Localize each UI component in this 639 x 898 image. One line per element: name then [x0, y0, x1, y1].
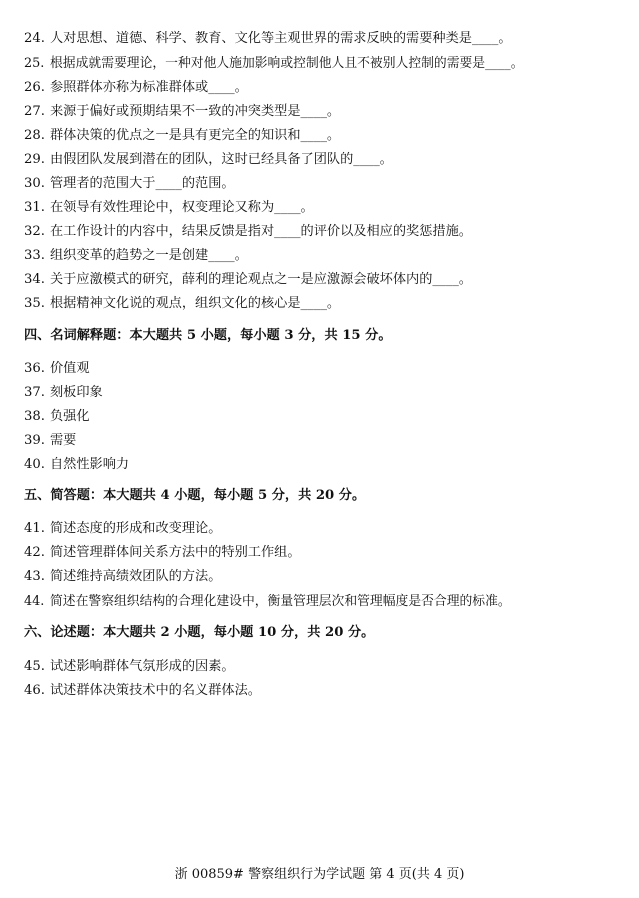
section-heading-4: 四、名词解释题：本大题共 5 小题，每小题 3 分，共 15 分。	[24, 328, 392, 343]
question-44	[24, 593, 624, 611]
question-text: 参照群体亦称为标准群体或____。	[50, 80, 248, 95]
question-text: 价值观	[50, 361, 90, 376]
question-27	[24, 103, 624, 121]
question-text: 简述在警察组织结构的合理化建设中，衡量管理层次和管理幅度是否合理的标准。	[50, 594, 511, 609]
question-28	[24, 127, 624, 145]
question-number: 39.	[24, 433, 45, 448]
question-35	[24, 295, 624, 313]
section-heading-5: 五、简答题：本大题共 4 小题，每小题 5 分，共 20 分。	[24, 488, 366, 503]
question-text: 根据精神文化说的观点，组织文化的核心是____。	[50, 296, 341, 311]
question-36	[24, 360, 624, 378]
question-text: 群体决策的优点之一是具有更完全的知识和____。	[50, 128, 341, 143]
question-25	[24, 55, 624, 73]
question-45	[24, 658, 624, 676]
question-number: 30.	[24, 176, 45, 191]
question-number: 34.	[24, 272, 45, 287]
question-number: 33.	[24, 248, 45, 263]
question-37	[24, 384, 624, 402]
question-number: 26.	[24, 80, 45, 95]
question-40	[24, 456, 624, 474]
question-41	[24, 520, 624, 538]
question-text: 在领导有效性理论中，权变理论又称为____。	[50, 200, 314, 215]
question-text: 人对思想、道德、科学、教育、文化等主观世界的需求反映的需要种类是____。	[50, 31, 512, 46]
question-text: 关于应激模式的研究，薛利的理论观点之一是应激源会破坏体内的____。	[50, 272, 472, 287]
question-text: 组织变革的趋势之一是创建____。	[50, 248, 248, 263]
question-number: 38.	[24, 409, 45, 424]
question-number: 41.	[24, 521, 45, 536]
question-text: 根据成就需要理论，一种对他人施加影响或控制他人且不被别人控制的需要是____。	[50, 56, 524, 71]
question-number: 32.	[24, 224, 45, 239]
question-number: 35.	[24, 296, 45, 311]
question-number: 46.	[24, 683, 45, 698]
page-footer: 浙 00859# 警察组织行为学试题 第 4 页(共 4 页)	[174, 867, 465, 882]
question-number: 31.	[24, 200, 45, 215]
question-24	[24, 30, 624, 48]
question-33	[24, 247, 624, 265]
question-text: 需要	[50, 433, 77, 448]
question-number: 40.	[24, 457, 45, 472]
question-30	[24, 175, 624, 193]
question-text: 试述影响群体气氛形成的因素。	[50, 659, 235, 674]
question-text: 由假团队发展到潜在的团队，这时已经具备了团队的____。	[50, 152, 393, 167]
question-text: 负强化	[50, 409, 90, 424]
section-heading-6: 六、论述题：本大题共 2 小题，每小题 10 分，共 20 分。	[24, 625, 375, 640]
question-39	[24, 432, 624, 450]
question-number: 44.	[24, 594, 45, 609]
question-34	[24, 271, 624, 289]
question-text: 管理者的范围大于____的范围。	[50, 176, 235, 191]
question-text: 试述群体决策技术中的名义群体法。	[50, 683, 261, 698]
question-number: 43.	[24, 569, 45, 584]
question-number: 37.	[24, 385, 45, 400]
question-29	[24, 151, 624, 169]
question-text: 简述管理群体间关系方法中的特别工作组。	[50, 545, 301, 560]
question-43	[24, 568, 624, 586]
question-42	[24, 544, 624, 562]
question-number: 42.	[24, 545, 45, 560]
question-38	[24, 408, 624, 426]
question-26	[24, 79, 624, 97]
question-text: 简述维持高绩效团队的方法。	[50, 569, 222, 584]
question-text: 在工作设计的内容中，结果反馈是指对____的评价以及相应的奖惩措施。	[50, 224, 472, 239]
question-number: 27.	[24, 104, 45, 119]
question-31	[24, 199, 624, 217]
question-text: 来源于偏好或预期结果不一致的冲突类型是____。	[50, 104, 341, 119]
question-32	[24, 223, 624, 241]
question-number: 29.	[24, 152, 45, 167]
question-number: 45.	[24, 659, 45, 674]
question-text: 刻板印象	[50, 385, 103, 400]
question-number: 24.	[24, 31, 45, 46]
question-number: 25.	[24, 56, 45, 71]
question-number: 36.	[24, 361, 45, 376]
question-text: 简述态度的形成和改变理论。	[50, 521, 222, 536]
question-text: 自然性影响力	[50, 457, 130, 472]
question-number: 28.	[24, 128, 45, 143]
question-46	[24, 682, 624, 700]
